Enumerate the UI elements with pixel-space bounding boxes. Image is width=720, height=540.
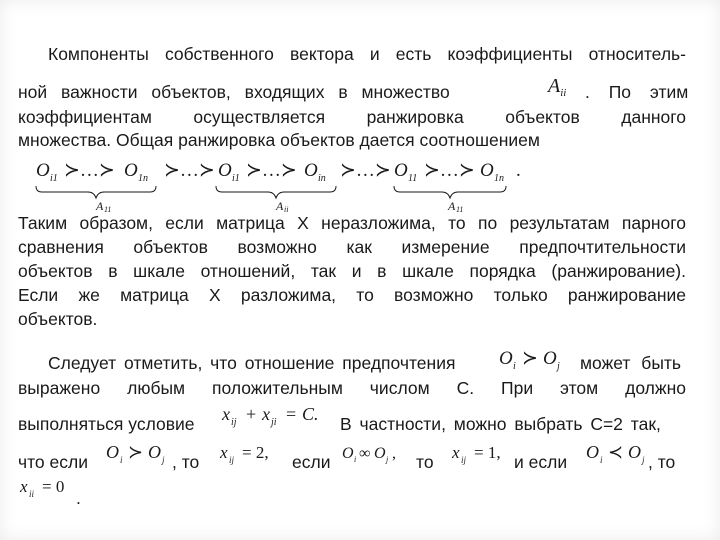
svg-text:O: O (586, 442, 599, 462)
p2-line5: объектов. (18, 309, 98, 329)
o-i-inf-o-j-formula (340, 438, 410, 470)
svg-text:ij: ij (461, 455, 467, 465)
svg-text:i1: i1 (50, 173, 58, 184)
p3-line5-end: . (76, 488, 81, 508)
ranking-chain-formula (28, 152, 528, 212)
svg-text:=: = (286, 404, 297, 424)
svg-text:x: x (220, 443, 228, 462)
svg-text:in: in (318, 173, 326, 184)
svg-text:ji: ji (271, 417, 277, 428)
xij-equals-1-formula (450, 438, 510, 470)
p2-line1: Таким образом, если матрица X неразложима, то по результатам парного (18, 213, 686, 233)
p2-line4: Если же матрица X разложима, то возможно только ранжирование (18, 285, 686, 305)
svg-text:∞: ∞ (359, 445, 371, 462)
condition-formula (218, 400, 336, 432)
p2-line2: сравнения объектов возможно как измерение предпочтительности (18, 237, 686, 257)
o-i-pref-o-j-formula (104, 438, 178, 470)
svg-text:A: A (276, 199, 284, 212)
svg-text:+: + (246, 404, 257, 424)
svg-text:≻…≻: ≻…≻ (246, 160, 297, 181)
svg-text:j: j (386, 455, 389, 464)
svg-text:O: O (106, 442, 119, 462)
svg-text:O: O (148, 442, 161, 462)
p1-line3: коэффициентам осуществляется ранжировка объектов данного (18, 107, 686, 127)
xii-equals-0-formula (18, 472, 80, 504)
p1-line1: Компоненты собственного вектора и есть коэффициенты относитель- (48, 44, 686, 64)
svg-text:i: i (600, 455, 603, 465)
p1-line4: множества. Общая ранжировка объектов дается соотношением (18, 130, 540, 150)
svg-text:x: x (452, 443, 460, 462)
p3-line2: выражено любым положительным числом C. При этом должно (18, 378, 686, 398)
svg-text:11: 11 (408, 173, 418, 184)
svg-text:.: . (516, 160, 521, 181)
svg-text:O: O (543, 348, 557, 369)
p3-line1-b: может быть (580, 353, 682, 373)
svg-text:O: O (374, 445, 386, 462)
svg-text:≻…≻: ≻…≻ (64, 160, 115, 181)
svg-text:ii: ii (284, 205, 289, 212)
svg-text:i: i (120, 455, 123, 465)
svg-text:A: A (96, 199, 104, 212)
p3-line4-c: если (292, 452, 331, 472)
svg-text:ii: ii (29, 489, 35, 499)
svg-text:x: x (20, 477, 28, 496)
set-a-ii: $A_{ii}$ (548, 75, 567, 99)
svg-text:O: O (394, 160, 408, 181)
svg-text:≻: ≻ (128, 442, 144, 462)
svg-text:ij: ij (229, 455, 235, 465)
svg-text:j: j (642, 455, 645, 465)
svg-text:,: , (392, 445, 396, 462)
svg-text:O: O (36, 160, 50, 181)
svg-text:O: O (499, 348, 513, 369)
svg-text:O: O (124, 160, 138, 181)
p3-line3-a: выполняться условие (18, 414, 195, 434)
svg-text:= 1,: = 1, (474, 443, 501, 462)
p3-line4-d: то (416, 452, 434, 472)
svg-text:O: O (342, 445, 354, 462)
preference-formula (495, 344, 577, 376)
svg-text:≻: ≻ (522, 348, 538, 369)
svg-text:= 0: = 0 (42, 477, 65, 496)
svg-text:O: O (304, 160, 318, 181)
svg-text:j: j (162, 455, 165, 465)
svg-text:≻…≻: ≻…≻ (340, 160, 391, 181)
svg-text:≻…≻: ≻…≻ (164, 160, 215, 181)
o-i-less-o-j-formula (584, 438, 654, 470)
svg-text:C.: C. (302, 404, 319, 424)
svg-text:x: x (262, 404, 270, 424)
svg-text:1n: 1n (138, 173, 148, 184)
xij-equals-2-formula (218, 438, 290, 470)
p3-line4-a: что если (18, 452, 88, 472)
p3-line4-b: , то (172, 452, 200, 472)
svg-text:= 2,: = 2, (242, 443, 269, 462)
svg-text:ij: ij (231, 417, 237, 428)
p1-line2-b: . По этим (585, 82, 689, 102)
p1-line2-a: ной важности объектов, входящих в множество (18, 82, 450, 102)
p3-line4-e: и если (514, 452, 568, 472)
svg-text:A: A (448, 199, 456, 212)
svg-text:x: x (222, 404, 230, 424)
svg-text:O: O (480, 160, 494, 181)
svg-text:11: 11 (456, 205, 464, 212)
svg-text:O: O (218, 160, 232, 181)
p2-line3: объектов в шкале отношений, так и в шкале порядка (ранжирование). (18, 261, 686, 281)
p3-line1-a: Следует отметить, что отношение предпочтения (48, 353, 456, 373)
svg-text:j: j (557, 361, 560, 372)
svg-text:i1: i1 (232, 173, 240, 184)
svg-text:1n: 1n (494, 173, 504, 184)
svg-text:≻…≻: ≻…≻ (424, 160, 475, 181)
p3-line3-b: В частности, можно выбрать C=2 так, (340, 414, 661, 434)
p3-line4-f: , то (648, 452, 676, 472)
svg-text:11: 11 (104, 205, 112, 212)
svg-text:O: O (628, 442, 641, 462)
svg-text:i: i (354, 455, 357, 464)
svg-text:i: i (513, 361, 516, 372)
svg-text:≺: ≺ (608, 442, 624, 462)
